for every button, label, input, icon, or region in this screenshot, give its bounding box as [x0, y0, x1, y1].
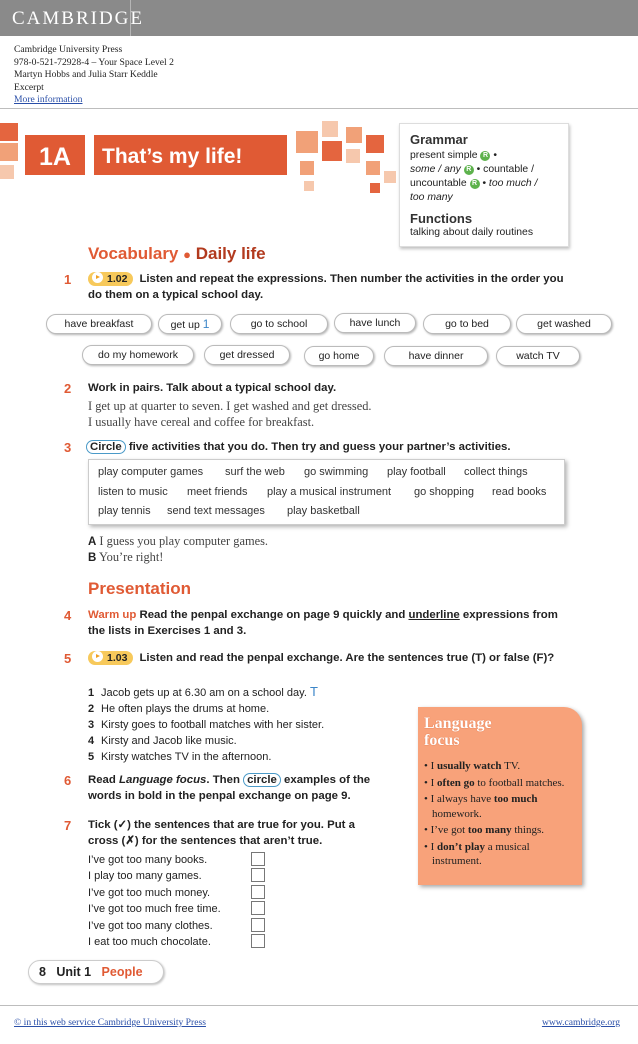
item-text: I: [430, 840, 438, 853]
vocab-pill: get dressed: [204, 345, 290, 365]
vocab-pill-text: get up: [170, 319, 200, 331]
activity-item: play football: [387, 466, 446, 478]
item-number: 5: [88, 751, 95, 763]
grammar-item: present simple: [410, 150, 478, 161]
speaker-label: A: [88, 536, 97, 548]
activity-item: listen to music: [98, 486, 168, 498]
unit-title: That’s my life!: [92, 133, 289, 177]
answer-checkbox[interactable]: [251, 868, 265, 882]
list-item: [88, 717, 324, 733]
circled-word: circle: [243, 773, 281, 787]
reference-icon: R: [464, 165, 474, 175]
audio-track-button[interactable]: [88, 651, 133, 665]
item-text: Kirsty and Jacob like music.: [101, 735, 237, 747]
copyright-link[interactable]: © in this web service Cambridge University Press: [14, 1017, 206, 1028]
meta-line: 978-0-521-72928-4 – Your Space Level 2: [14, 56, 174, 68]
list-item: • I always have too much homework.: [424, 793, 538, 820]
more-information-link[interactable]: More information: [14, 94, 83, 106]
activity-item: go swimming: [304, 466, 369, 478]
activities-box: [88, 459, 565, 525]
answer-checkbox[interactable]: [251, 934, 265, 948]
instruction-text: examples of the words in bold in the penpal exchange on page 9.: [88, 774, 371, 802]
heading-line: Language: [424, 715, 492, 732]
language-focus-panel: [418, 707, 582, 885]
play-icon: [92, 272, 103, 283]
vocab-pill: get washed: [516, 314, 612, 334]
vocab-pill: have dinner: [384, 346, 488, 366]
instruction-text: five activities that you do. Then try and guess your partner’s activities.: [125, 441, 511, 453]
functions-text: talking about daily routines: [410, 227, 534, 238]
presentation-heading: Presentation: [88, 579, 191, 598]
item-text: I always have: [430, 793, 494, 805]
list-item: [88, 749, 324, 765]
instruction-text: Read: [88, 774, 120, 786]
item-text: homework.: [432, 807, 482, 820]
example-sentence: I usually have cereal and coffee for breakfast.: [88, 415, 315, 429]
grammar-text: • countable /: [476, 164, 534, 175]
list-item: [88, 901, 268, 917]
exercise-6-instruction: [88, 772, 398, 804]
grammar-functions-box: [399, 123, 569, 247]
vocab-pill: watch TV: [496, 346, 580, 366]
item-text: Kirsty watches TV in the afternoon.: [101, 751, 272, 763]
language-focus-list: [424, 759, 576, 869]
item-text: I eat too much chocolate.: [88, 935, 211, 948]
list-item: [88, 934, 268, 950]
instruction-text: Read the penpal exchange on page 9 quickly and: [136, 609, 409, 621]
meta-line: Cambridge University Press: [14, 44, 123, 55]
bold-phrase: too many: [467, 824, 512, 836]
exercise-number: 2: [64, 381, 72, 396]
true-false-list: [88, 684, 324, 765]
exercise-number: 5: [64, 651, 72, 666]
dialogue-line: [88, 533, 268, 550]
book-metadata: [14, 44, 174, 107]
divider: [0, 108, 638, 109]
item-text: I: [430, 760, 438, 772]
bold-phrase: too much: [493, 793, 538, 805]
grammar-text: • too much /: [482, 178, 538, 189]
vocab-pill: have breakfast: [46, 314, 152, 334]
answer-checkbox[interactable]: [251, 852, 265, 866]
language-focus-heading: [424, 715, 576, 749]
meta-line: Martyn Hobbs and Julia Starr Keddle: [14, 69, 158, 81]
vocabulary-topic: Daily life: [195, 244, 266, 263]
item-text: I’ve got too many books.: [88, 854, 208, 866]
instruction-text: Listen and read the penpal exchange. Are the sentences true (T) or false (F)?: [139, 652, 555, 664]
meta-line: Excerpt: [14, 81, 44, 93]
website-link[interactable]: www.cambridge.org: [541, 1017, 620, 1028]
tick-list: [88, 852, 268, 950]
exercise-7-instruction: Tick (✓) the sentences that are true for you. Put a cross (✗) for the sentences that aren’t true.: [88, 819, 355, 847]
list-item: [88, 684, 324, 701]
activity-item: go shopping: [414, 486, 474, 498]
bullet-icon: ●: [183, 247, 191, 262]
unit-label: 1A: [23, 133, 87, 177]
list-item: [88, 918, 268, 934]
grammar-heading: Grammar: [410, 132, 468, 147]
list-item: • I often go to football matches.: [424, 776, 565, 789]
instruction-text: expressions from the lists in Exercises 1 and 3.: [88, 609, 558, 637]
audio-track-number: 1.02: [107, 273, 128, 285]
activity-item: play a musical instrument: [267, 486, 392, 498]
exercise-number: 7: [64, 818, 72, 833]
reference-icon: R: [480, 151, 490, 161]
activity-item: play tennis: [98, 505, 151, 517]
item-number: 3: [88, 719, 95, 731]
item-text: Jacob gets up at 6.30 am on a school day.: [101, 687, 307, 699]
activity-item: collect things: [464, 466, 528, 478]
activity-item: read books: [492, 486, 547, 498]
item-text: a musical instrument.: [432, 840, 530, 867]
grammar-text: •: [493, 150, 497, 161]
exercise-3-instruction: [86, 439, 511, 455]
item-number: 1: [88, 687, 95, 699]
item-text: He often plays the drums at home.: [101, 703, 270, 715]
grammar-item: some / any: [410, 164, 461, 175]
example-sentence: I get up at quarter to seven. I get washed and get dressed.: [88, 399, 372, 413]
activity-item: surf the web: [225, 466, 285, 478]
warm-up-label: Warm up: [88, 609, 137, 621]
list-item: [88, 852, 268, 868]
dialogue-line: [88, 549, 163, 566]
heading-line: focus: [424, 732, 460, 749]
page-footer-tag: [28, 960, 164, 984]
handwritten-answer: T: [309, 684, 318, 699]
exercise-5-instruction: [88, 650, 558, 666]
item-text: things.: [511, 824, 544, 836]
handwritten-answer: 1: [202, 317, 210, 331]
vocab-pill: [158, 314, 222, 334]
vocabulary-heading: [88, 244, 266, 264]
activity-item: meet friends: [187, 486, 248, 498]
underlined-word: underline: [408, 609, 460, 621]
exercise-4-instruction: [88, 607, 578, 639]
vocab-pill: go to school: [230, 314, 328, 334]
answer-checkbox[interactable]: [251, 901, 265, 915]
bold-phrase: often go: [437, 776, 475, 789]
exercise-number: 4: [64, 608, 72, 623]
unit-number: Unit 1: [56, 965, 92, 979]
list-item: [88, 868, 268, 884]
audio-track-number: 1.03: [107, 652, 128, 664]
dialogue-text: I guess you play computer games.: [99, 534, 269, 548]
exercise-1-instruction: [88, 271, 578, 303]
publisher-logo: CAMBRIDGE: [12, 8, 145, 29]
item-text: I’ve got: [430, 824, 468, 836]
list-item: [88, 701, 324, 717]
vocab-pill: go to bed: [423, 314, 511, 334]
speaker-label: B: [88, 552, 97, 564]
language-focus-ref: Language focus: [119, 774, 207, 786]
audio-track-button[interactable]: [88, 272, 133, 286]
item-text: I’ve got too much money.: [88, 886, 211, 899]
grammar-item: uncountable: [410, 178, 467, 189]
item-text: I’ve got too much free time.: [88, 903, 221, 916]
bold-phrase: usually watch: [437, 760, 502, 772]
circled-word: Circle: [86, 440, 126, 454]
instruction-text: Listen and repeat the expressions. Then number the activities in the order you do them on a typical school day.: [88, 273, 564, 301]
item-text: TV.: [501, 760, 521, 772]
list-item: • I don’t play a musical instrument.: [424, 840, 530, 867]
dialogue-text: You’re right!: [98, 550, 164, 564]
reference-icon: R: [470, 179, 480, 189]
answer-checkbox[interactable]: [251, 918, 265, 932]
vocab-pill: have lunch: [334, 313, 416, 333]
play-icon: [92, 651, 103, 662]
answer-checkbox[interactable]: [251, 885, 265, 899]
unit-topic: People: [101, 965, 143, 979]
activity-item: play computer games: [98, 466, 204, 478]
list-item: • I’ve got too many things.: [424, 824, 544, 836]
vocab-pill: go home: [304, 346, 374, 366]
item-text: I play too many games.: [88, 870, 202, 883]
divider: [0, 1005, 638, 1006]
exercise-number: 1: [64, 272, 72, 287]
vocabulary-heading-text: Vocabulary: [88, 244, 179, 263]
page-number: 8: [39, 965, 46, 979]
exercise-number: 3: [64, 440, 72, 455]
exercise-number: 6: [64, 773, 72, 788]
vocab-pill: do my homework: [82, 345, 194, 365]
item-text: to football matches.: [474, 776, 565, 789]
instruction-text: . Then: [206, 774, 244, 786]
list-item: [88, 733, 324, 749]
list-item: [88, 885, 268, 901]
list-item: • I usually watch TV.: [424, 760, 521, 772]
exercise-2-instruction: Work in pairs. Talk about a typical school day.: [88, 382, 337, 394]
functions-heading: Functions: [410, 211, 473, 226]
item-text: I: [430, 776, 438, 789]
item-number: 4: [88, 735, 95, 747]
grammar-item: too many: [410, 192, 453, 203]
bold-phrase: don’t play: [437, 840, 486, 853]
activity-item: play basketball: [287, 505, 360, 517]
item-text: I’ve got too many clothes.: [88, 919, 213, 932]
item-text: Kirsty goes to football matches with her sister.: [101, 719, 325, 731]
activity-item: send text messages: [167, 505, 265, 517]
item-number: 2: [88, 703, 95, 715]
